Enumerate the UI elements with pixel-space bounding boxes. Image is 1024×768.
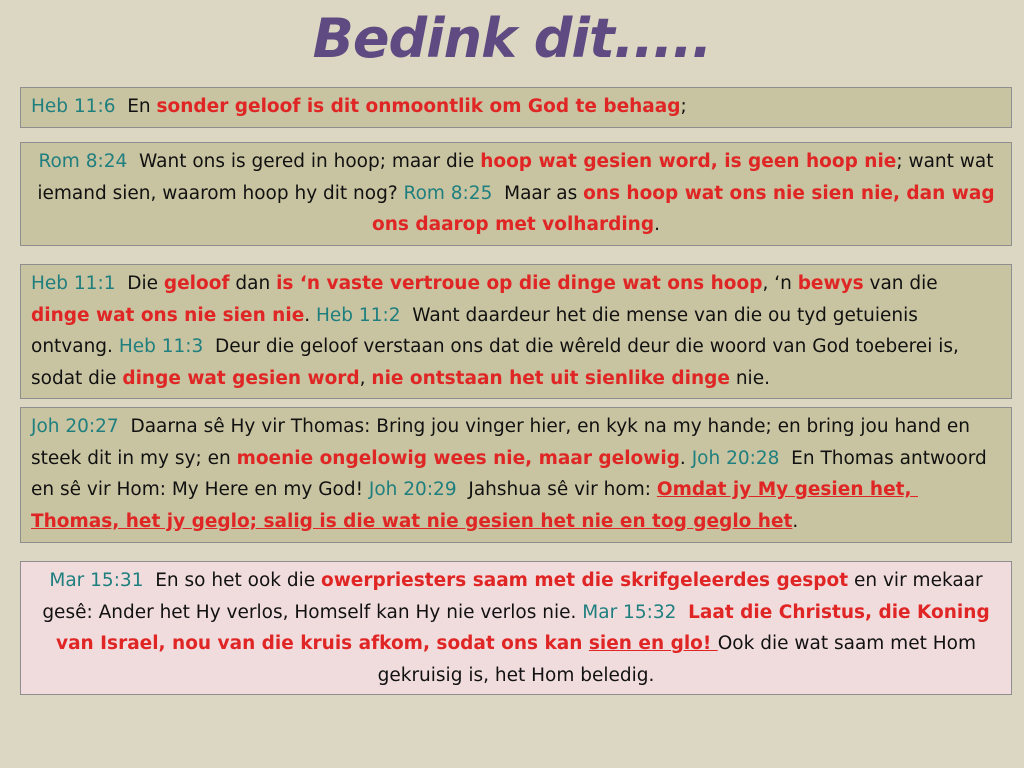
highlighted-text: dinge wat gesien word xyxy=(122,367,360,389)
verse-reference: Rom 8:25 xyxy=(403,182,493,204)
verse-box-heb-11-1 xyxy=(20,264,1012,399)
verse-text: dan xyxy=(229,273,277,294)
verse-reference: Joh 20:27 xyxy=(31,416,119,437)
highlighted-text: geloof xyxy=(163,273,230,294)
verse-reference: Heb 11:2 xyxy=(316,304,401,326)
verse-reference: Joh 20:29 xyxy=(368,479,457,500)
verse-text: Ook die wat saam met Hom gekruisig is, het Hom beledig. xyxy=(377,633,982,686)
highlighted-text: owerpriesters saam met die skrifgeleerdes gespot xyxy=(321,570,849,591)
verse-text: Maar as xyxy=(492,182,584,204)
highlighted-text: moenie ongelowig wees nie, maar gelowig xyxy=(236,447,680,469)
verse-reference: Rom 8:24 xyxy=(38,151,128,172)
verse-text: Jahshua sê vir hom: xyxy=(456,479,657,500)
verse-text: Want ons is gered in hoop; maar die xyxy=(127,151,481,172)
verse-text: En so het ook die xyxy=(143,570,321,591)
highlighted-text: dinge wat ons nie sien nie xyxy=(31,304,305,326)
verse-text: , xyxy=(359,367,372,389)
verse-text: . xyxy=(304,304,317,326)
highlighted-text: bewys xyxy=(797,273,864,294)
verse-reference: Heb 11:6 xyxy=(31,96,116,117)
verse-box-mar-15-31 xyxy=(20,561,1012,695)
verse-text: . xyxy=(679,447,692,469)
verse-text: nie. xyxy=(729,367,770,389)
slide-title: Bedink dit..... xyxy=(312,7,712,70)
verse-box-joh-20-27 xyxy=(20,407,1012,543)
highlighted-text: hoop wat gesien word, is geen hoop nie xyxy=(480,151,897,172)
verse-box-rom-8-24 xyxy=(20,142,1012,246)
verse-text: En xyxy=(115,96,157,117)
verse-reference: Joh 20:28 xyxy=(691,447,780,469)
verse-text: Daarna sê Hy vir Thomas: Bring jou vinger hier, en kyk na my hande; en bring jou hand en steek dit in my sy; en xyxy=(31,416,976,469)
highlighted-text: Laat die Christus, die Koning van Israel, nou van die kruis afkom, sodat ons kan xyxy=(56,601,997,654)
verse-text: Die xyxy=(115,273,164,294)
highlighted-text: nie ontstaan het uit sienlike dinge xyxy=(371,367,730,389)
verse-box-heb-11-6 xyxy=(20,87,1012,128)
highlighted-text: sonder geloof is dit onmoontlik om God te behaag xyxy=(156,96,681,117)
verse-reference: Heb 11:3 xyxy=(118,336,204,357)
verse-text: ; want wat iemand sien, waarom hoop hy dit nog? xyxy=(37,151,1000,204)
highlighted-text: sien en glo! xyxy=(588,633,718,654)
verse-text: En Thomas antwoord en sê vir Hom: My Here en my God! xyxy=(31,447,993,500)
verse-text: . xyxy=(792,510,799,532)
highlighted-text: ons hoop wat ons nie sien nie, dan wag ons daarop met volharding xyxy=(372,182,1002,235)
verse-reference: Mar 15:31 xyxy=(49,570,144,591)
verse-text xyxy=(676,602,688,623)
verse-text: Deur die geloof verstaan ons dat die wêreld deur die woord van God toeberei is, sodat die xyxy=(31,336,965,389)
verse-text: ; xyxy=(680,96,687,117)
verse-text: Want daardeur het die mense van die ou tyd getuienis ontvang. xyxy=(31,304,924,357)
verse-reference: Heb 11:1 xyxy=(31,273,116,294)
highlighted-text: is ‘n vaste vertroue op die dinge wat ons hoop xyxy=(276,273,763,294)
verse-text: en vir mekaar gesê: Ander het Hy verlos, Homself kan Hy nie verlos nie. xyxy=(42,570,989,623)
verse-reference: Mar 15:32 xyxy=(582,601,677,623)
highlighted-text: Omdat jy My gesien het, Thomas, het jy geglo; salig is die wat nie gesien het nie en tog geglo het xyxy=(31,479,918,532)
verse-text: van die xyxy=(863,273,944,294)
verse-text: . xyxy=(654,214,660,235)
verse-text: , ‘n xyxy=(762,273,798,294)
